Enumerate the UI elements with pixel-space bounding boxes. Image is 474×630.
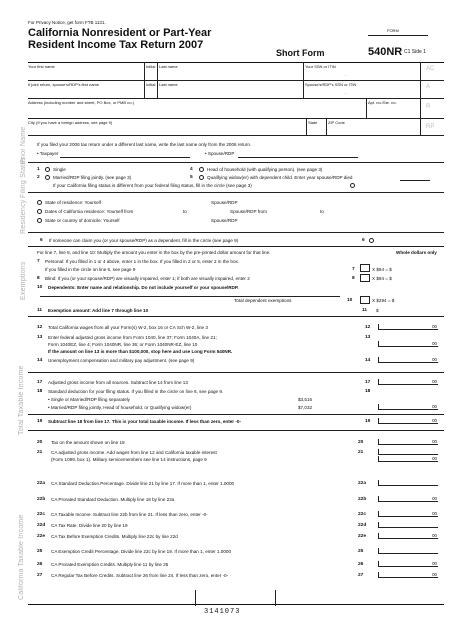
line-number: 18	[37, 389, 43, 394]
tax-line-text: CA Prorated Standard Deduction. Multiply line 18 by line 22a	[51, 497, 175, 502]
amount-field[interactable]	[378, 480, 438, 486]
amount-cents: 00	[432, 561, 437, 566]
privacy-notice: For Privacy Notice, get form FTB 1131.	[28, 20, 106, 25]
line-number: 22d	[37, 523, 46, 528]
line-number-right: 22d	[358, 523, 367, 528]
hoh-radio[interactable]	[199, 167, 204, 172]
prior-name-label: Prior Name	[20, 126, 27, 164]
first-name-field[interactable]: Your first name	[28, 64, 55, 69]
amount-cents: 00	[432, 533, 437, 538]
amount-field[interactable]	[378, 496, 438, 502]
amount-cents: 00	[432, 324, 437, 329]
amount-field[interactable]	[378, 533, 438, 539]
tax-line-text: (Form 1099, box 1). Military servicemembers see line 14 instructions, page 9	[51, 457, 207, 462]
line-number-right: 25	[358, 549, 364, 554]
tax-line-text: CA Standard Deduction Percentage. Divide line 21 by line 17. If more than 1, enter 1.0000	[51, 481, 235, 486]
line6-circle[interactable]	[369, 238, 374, 243]
amount-cents: 00	[432, 341, 437, 346]
amount-field[interactable]	[378, 341, 438, 347]
filing-widow: Qualifying widow(er) with dependent child. Enter year spouse/RDP died	[207, 175, 353, 180]
amount-field[interactable]	[378, 449, 438, 455]
form-number: 540NR	[368, 46, 403, 58]
total-taxable-label: Total Taxable Income	[18, 365, 25, 435]
line-number-right: 22b	[358, 497, 367, 502]
filing-hoh: Head of household (with qualifying person). (see page 3)	[207, 167, 323, 172]
short-form-label: Short Form	[276, 48, 325, 58]
amount-field[interactable]	[378, 511, 438, 517]
line-number-right: 14	[365, 358, 371, 363]
spouse-last-name-field[interactable]: Last name	[159, 82, 178, 87]
amount-cents: 00	[432, 456, 437, 461]
tax-line-text: CA Prorated Exemption Credits. Multiply line 11 by line 25	[51, 562, 169, 567]
form-title-line2: Resident Income Tax Return 2007	[28, 39, 204, 51]
prior-taxpayer[interactable]: • Taxpayer	[37, 151, 59, 156]
income-line-text: Unemployment compensation and military pay adjustment. (see page 9)	[48, 358, 195, 363]
filing-other: If your California filing status is different from your federal filing status, fill in the circle (see page 3)	[53, 183, 252, 188]
last-name-field[interactable]: Last name	[159, 64, 178, 69]
line8-box[interactable]	[360, 274, 370, 282]
amount-field[interactable]	[378, 548, 438, 554]
code-a: A	[426, 84, 431, 90]
form-label: FORM	[387, 28, 399, 33]
single-radio[interactable]	[45, 167, 50, 172]
line-number: 17	[37, 380, 43, 385]
spouse-first-name-field[interactable]: If joint return, spouse's/RDP's first name	[28, 82, 100, 87]
form-page: For Privacy Notice, get form FTB 1131. California Nonresident or Part-Year Resident Income Tax Return 2007 Short Form FORM 540NR C1 Side 1 Your first name Initial Last name Your SSN or ITIN - - If joint return, spouse's/RDP's first name Initial Last name Spouse's/RDP's SSN or ITIN - - Address (including number and street, PO Box, or PMB no.) Apt. no./Ste. no. City (If you have a foreign address, see page 9) State ZIP Code AC A R RP Prior Name If you filed your 2006 tax return under a different last name, write the last name only from the 2006 return. • Taxpayer • Spouse/RDP Filing Status 1 Single 2 Married/RDP filing jointly. (see page 3) 4 Head of household (with qualifying person). (see page 3) 5 Qualifying widow(er) with dependent child. Enter year spouse/RDP died If your California filing status is different from your federal filing status, fill in the circle (see page 3) Residency State of residence: Yourself Spouse/RDP Dates of California residence: Yourself from to Spouse/RDP from to State or country of domicile: Yourself Spouse/RDP Exemptions 6 If someone can claim you (or your spouse/RDP) as a dependent, fill in the circle (see page 9) 6 For line 7, line 8, and line 10: Multiply the amount you enter in the box by the pre-printed dollar amount for that line. Whole dollars only 7 Personal: If you filled in 1 or 4 above, enter 1 in the box. If you filled in 2 or 5, enter 2 in the box. If you filled in the circle on line 6, see page 9 7 X $94 = $ 8 Blind: If you (or your spouse/RDP) are visually impaired, enter 1; if both are visually impaired, enter 2 8 X $94 = $ 10 Dependents: Enter name and relationship. Do not include yourself or your spouse/RDP. Total dependent exemptions 10 X $294 = $ 11 Exemption amount: Add line 7 through line 10 11 $ Total Taxable Income California Taxable Income 3141073 12 12 Total California wages from all your Form(s) W-2, box 16 or CA Sch W-2, line 3 00 13 13 Enter federal adjusted gross income from Form 1040, line 37; Form 1040A, line 21; Form 1040EZ, line 4; Form 1040NR, line 36; or Form 1040NR-EZ, line 10 00 If the amount on line 13 is more than $100,000, stop here and use Long Form 540NR. 14 14 Unemployment compensation and military pay adjustment. (see page 9) 00 17 17 Adjusted gross income from all sources. Subtract line 14 from line 13 00 18 18 Standard deduction for your filing status. If you filled in the circle on line 6, see page 9. • Single or Married/RDP filing separately • Married/RDP filing jointly, Head of household, or Qualifying widow(er) 00 19 19 Subtract line 18 from line 17. This is your total taxable income. If less than zero, enter -0- 00 $3,516 $7,032 20 20 Tax on the amount shown on line 19 00 21 21 CA adjusted gross income. Add wages from line 12 and California taxable interest (Form 1099, box 1). Military servicemembers see line 14 instructions, page 9 00 22a 22a CA Standard Deduction Percentage. Divide line 21 by line 17. If more than 1, enter 1.0000 22b 22b CA Prorated Standard Deduction. Multiply line 18 by line 22a 00 22c 22c CA Taxable Income. Subtract line 22b from line 21. If less than zero, enter -0- 00 22d 22d CA Tax Rate. Divide line 20 by line 19 22e 22e CA Tax Before Exemption Credits. Multiply line 22c by line 22d 00 25 25 CA Exemption Credit Percentage. Divide line 22c by line 19. If more than 1, enter 1.0000 26 26 CA Prorated Exemption Credits. Multiply line 11 by line 25 00 27 27 CA Regular Tax Before Credits. Subtract line 26 from line 24. If less than zero, enter -0- 00	[0, 0, 474, 630]
res-domicile-radio[interactable]	[37, 218, 42, 223]
ssn-dash: - -	[344, 72, 348, 77]
income-line-text: • Single or Married/RDP filing separately	[48, 397, 130, 402]
amount-field[interactable]	[378, 379, 438, 385]
line-number: 21	[37, 450, 43, 455]
line-number-right: 12	[365, 325, 371, 330]
spouse-ssn-dash: - -	[344, 90, 348, 95]
barcode-number: 3141073	[204, 608, 241, 616]
line-number-right: 18	[365, 389, 371, 394]
line7-box[interactable]	[360, 264, 370, 272]
filing-status-label: Filing Status	[20, 156, 27, 198]
income-line-text: Enter federal adjusted gross income from Form 1040, line 37; Form 1040A, line 21;	[48, 335, 217, 340]
ssn-field[interactable]: Your SSN or ITIN	[305, 64, 336, 69]
code-r: R	[426, 104, 431, 110]
income-line-text: • Married/RDP filing jointly, Head of household, or Qualifying widow(er)	[48, 405, 192, 410]
amount-cents: 00	[432, 418, 437, 423]
std-joint: $7,032	[298, 405, 313, 410]
line-number-right: 22e	[358, 534, 367, 539]
line10-box[interactable]	[360, 296, 370, 304]
code-rp: RP	[426, 124, 435, 130]
line-number-right: 26	[358, 562, 364, 567]
line-number-right: 27	[358, 573, 364, 578]
tax-line-text: Tax on the amount shown on line 19	[51, 440, 125, 445]
line-number-right: 21	[358, 450, 364, 455]
tax-line-text: CA Exemption Credit Percentage. Divide line 22c by line 19. If more than 1, enter 1.0000	[51, 549, 232, 554]
code-ac: AC	[426, 66, 435, 72]
widow-radio[interactable]	[199, 175, 204, 180]
income-line-text: Form 1040EZ, line 4; Form 1040NR, line 36; or Form 1040NR-EZ, line 10	[48, 342, 198, 347]
income-line-text: Total California wages from all your Form(s) W-2, box 16 or CA Sch W-2, line 3	[48, 325, 208, 330]
amount-cents: 00	[432, 511, 437, 516]
res-state-radio[interactable]	[37, 200, 42, 205]
filing-single: Single	[53, 167, 66, 172]
line-number: 25	[37, 549, 43, 554]
amount-field[interactable]	[378, 456, 438, 462]
tax-line-text: CA Tax Before Exemption Credits. Multiply line 22c by line 22d	[51, 534, 178, 539]
spouse-ssn-field[interactable]: Spouse's/RDP's SSN or ITIN	[305, 82, 357, 87]
line-number-right: 19	[365, 419, 371, 424]
income-line-text: If the amount on line 13 is more than $100,000, stop here and use Long Form 540NR.	[48, 349, 233, 354]
std-single: $3,516	[298, 397, 313, 402]
amount-cents: 00	[432, 404, 437, 409]
line-number-right: 20	[358, 440, 364, 445]
amount-cents: 00	[432, 439, 437, 444]
spouse-initial-field[interactable]: Initial	[146, 82, 156, 87]
divider	[28, 372, 444, 373]
line-number: 26	[37, 562, 43, 567]
initial-field[interactable]: Initial	[146, 64, 156, 69]
amount-cents: 00	[432, 496, 437, 501]
line-number: 13	[37, 335, 43, 340]
divider	[28, 430, 444, 431]
address-field[interactable]: Address (including number and street, PO Box, or PMB no.)	[28, 100, 135, 105]
form-title-line1: California Nonresident or Part-Year	[28, 27, 212, 39]
amount-field[interactable]	[378, 357, 438, 363]
city-field[interactable]: City (If you have a foreign address, see page 9)	[28, 120, 113, 125]
line-number-right: 17	[365, 380, 371, 385]
joint-radio[interactable]	[45, 175, 50, 180]
apt-field[interactable]: Apt. no./Ste. no.	[368, 100, 397, 105]
amount-field[interactable]	[378, 439, 438, 445]
amount-cents: 00	[432, 379, 437, 384]
amount-field[interactable]	[378, 324, 438, 330]
amount-field[interactable]	[378, 572, 438, 578]
income-line-text: Subtract line 18 from line 17. This is your total taxable income. If less than zero, enter -0-	[48, 419, 241, 424]
exemptions-label: Exemptions	[20, 261, 27, 300]
state-field[interactable]: State	[308, 120, 318, 125]
filing-other-circle[interactable]	[350, 183, 355, 188]
line-number-right: 22c	[358, 512, 367, 517]
line-number-right: 13	[365, 335, 371, 340]
amount-cents: 00	[432, 572, 437, 577]
divider	[28, 414, 444, 415]
line-number: 22b	[37, 497, 46, 502]
amount-field[interactable]	[378, 404, 438, 410]
line-number: 22c	[37, 512, 46, 517]
amount-field[interactable]	[378, 418, 438, 424]
residency-label: Residency	[20, 199, 27, 234]
zip-field[interactable]: ZIP Code	[328, 120, 345, 125]
line-number: 27	[37, 573, 43, 578]
tax-line-text: CA Taxable Income. Subtract line 22b from line 21. If less than zero, enter -0-	[51, 512, 208, 517]
amount-field[interactable]	[378, 522, 438, 528]
tax-line-text: CA Regular Tax Before Credits. Subtract line 26 from line 24. If less than zero, enter -0-	[51, 573, 229, 578]
line-number: 19	[37, 419, 43, 424]
line-number: 14	[37, 358, 43, 363]
tax-line-text: CA Tax Rate. Divide line 20 by line 19	[51, 523, 128, 528]
income-line-text: Standard deduction for your filing status. If you filled in the circle on line 6, see page 9.	[48, 389, 224, 394]
prior-name-text: If you filed your 2006 tax return under a different last name, write the last name only from the 2006 return.	[37, 142, 252, 147]
income-line-text: Adjusted gross income from all sources. Subtract line 14 from line 13	[48, 380, 188, 385]
line-number: 22e	[37, 534, 46, 539]
ca-taxable-label: California Taxable Income	[18, 514, 25, 600]
filing-joint: Married/RDP filing jointly. (see page 3)	[53, 175, 132, 180]
line-number: 12	[37, 325, 43, 330]
prior-spouse[interactable]: • Spouse/RDP	[205, 151, 235, 156]
line-number: 20	[37, 440, 43, 445]
amount-field[interactable]	[378, 561, 438, 567]
tax-line-text: CA adjusted gross income. Add wages from line 12 and California taxable interest	[51, 450, 217, 455]
res-dates-radio[interactable]	[37, 209, 42, 214]
amount-cents: 00	[432, 357, 437, 362]
form-side: C1 Side 1	[404, 49, 426, 55]
line-number-right: 22a	[358, 481, 367, 486]
line-number: 22a	[37, 481, 46, 486]
